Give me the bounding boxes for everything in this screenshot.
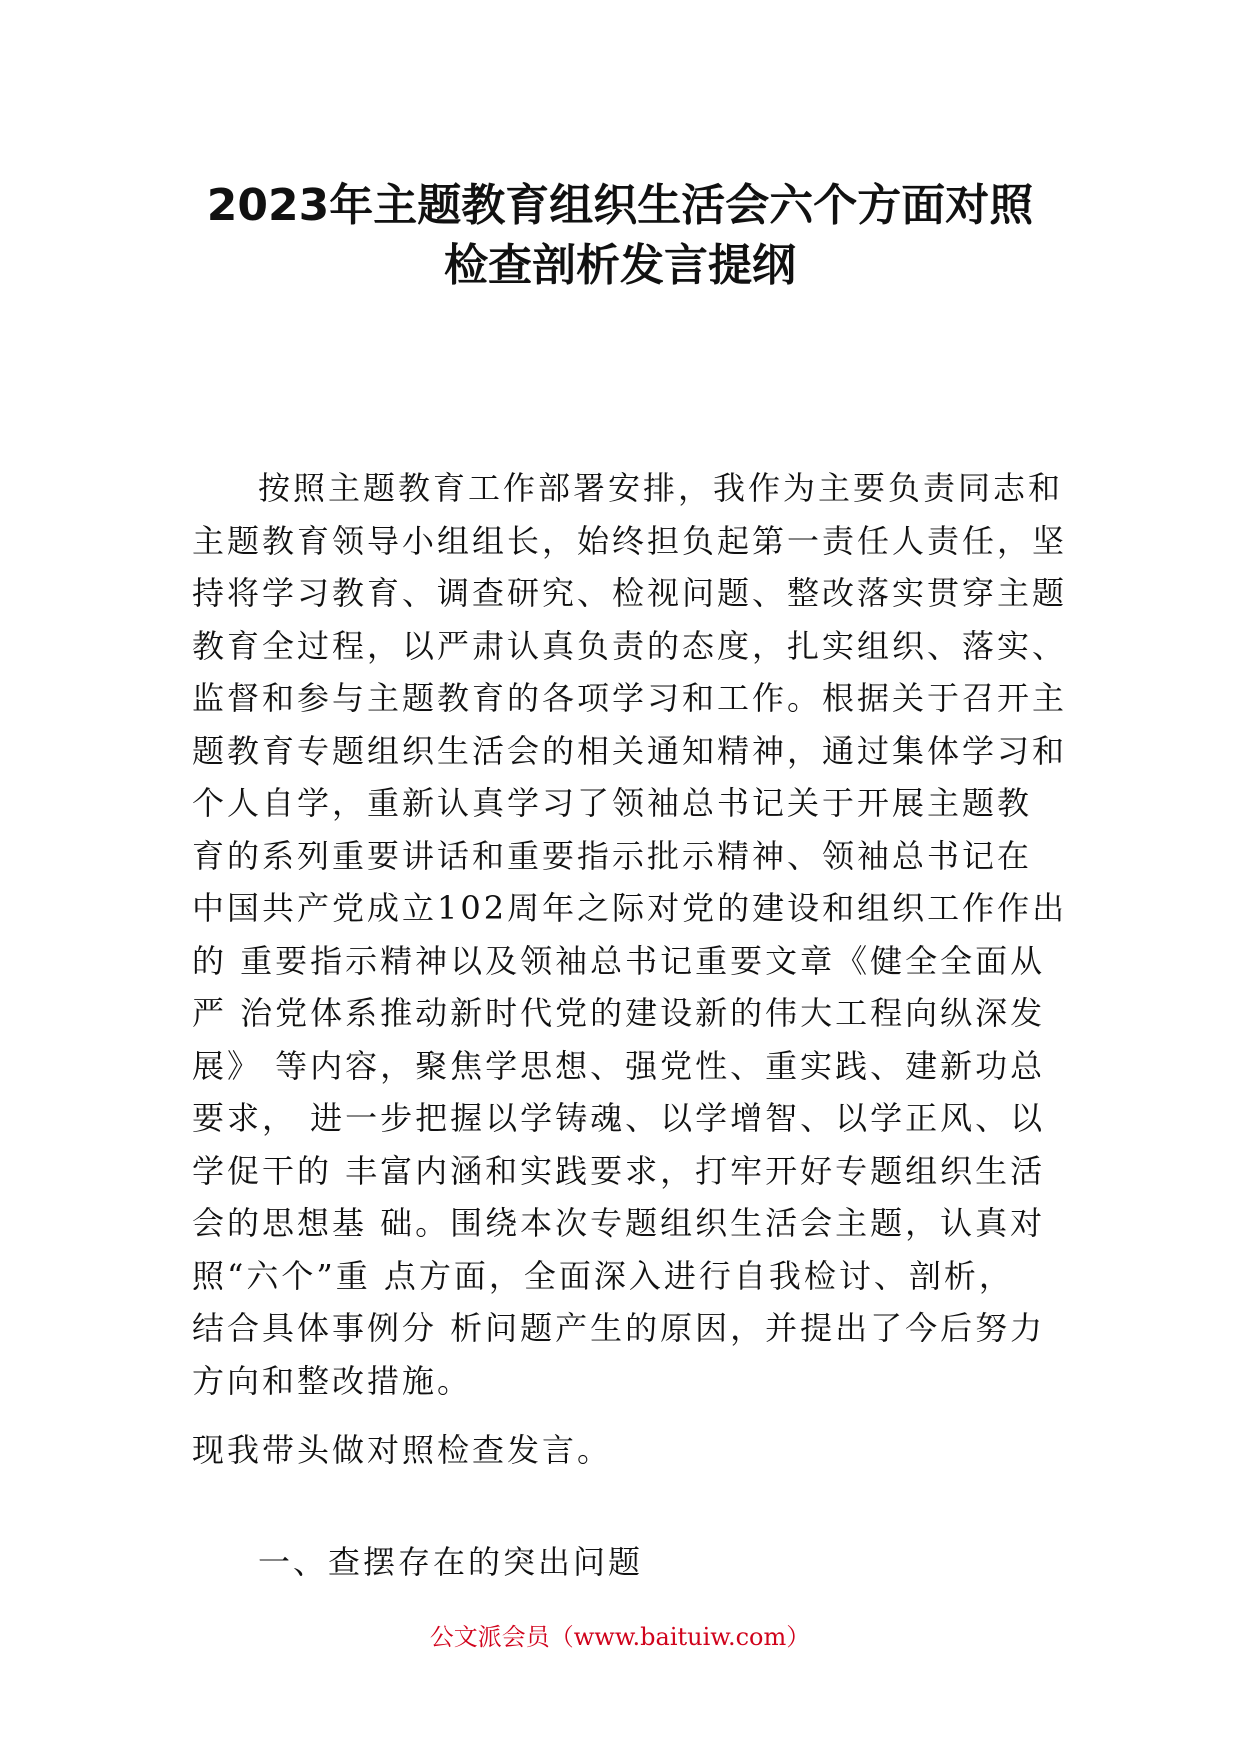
document-title	[160, 176, 1080, 296]
paragraph-line: 要求， 进一步把握以学铸魂、以学增智、以学正风、以	[192, 1099, 1046, 1137]
paragraph-line: 方向和整改措施。	[192, 1361, 473, 1400]
section-heading: 一、查摆存在的突出问题	[258, 1543, 644, 1581]
paragraph-line: 严 治党体系推动新时代党的建设新的伟大工程向纵深发	[192, 994, 1046, 1032]
paragraph-line: 教育全过程，以严肃认真负责的态度，扎实组织、落实、	[192, 626, 1068, 665]
paragraph-line: 主题教育领导小组组长，始终担负起第一责任人责任，坚	[192, 521, 1068, 560]
document-title-line-2: 检查剖析发言提纲	[444, 240, 796, 291]
paragraph-line: 监督和参与主题教育的各项学习和工作。根据关于召开主	[192, 679, 1068, 717]
paragraph-line: 按照主题教育工作部署安排，我作为主要负责同志和	[258, 469, 1064, 507]
paragraph-line: 结合具体事例分 析问题产生的原因，并提出了今后努力	[192, 1309, 1046, 1347]
paragraph-line: 的 重要指示精神以及领袖总书记重要文章《健全全面从	[192, 941, 1046, 980]
paragraph-line: 题教育专题组织生活会的相关通知精神，通过集体学习和	[192, 731, 1068, 770]
document-title-line-1: 2023年主题教育组织生活会六个方面对照	[206, 180, 1034, 231]
paragraph-line: 中国共产党成立102周年之际对党的建设和组织工作作出	[192, 889, 1068, 927]
paragraph-line: 会的思想基 础。围绕本次专题组织生活会主题，认真对	[192, 1204, 1046, 1242]
paragraph-line: 个人自学，重新认真学习了领袖总书记关于开展主题教	[192, 784, 1033, 822]
paragraph-line: 持将学习教育、调查研究、检视问题、整改落实贯穿主题	[192, 574, 1068, 612]
closing-statement: 现我带头做对照检查发言。	[192, 1431, 613, 1469]
footer-watermark-text: 公文派会员（www.baituiw.com）	[429, 1623, 811, 1651]
paragraph-line: 育的系列重要讲话和重要指示批示精神、领袖总书记在	[192, 836, 1033, 875]
paragraph-line: 照“六个”重 点方面，全面深入进行自我检讨、剖析，	[192, 1256, 1014, 1295]
intro-paragraph	[192, 462, 1072, 1407]
paragraph-line: 展》 等内容，聚焦学思想、强党性、重实践、建新功总	[192, 1046, 1046, 1085]
paragraph-line: 学促干的 丰富内涵和实践要求，打牢开好专题组织生活	[192, 1151, 1046, 1190]
